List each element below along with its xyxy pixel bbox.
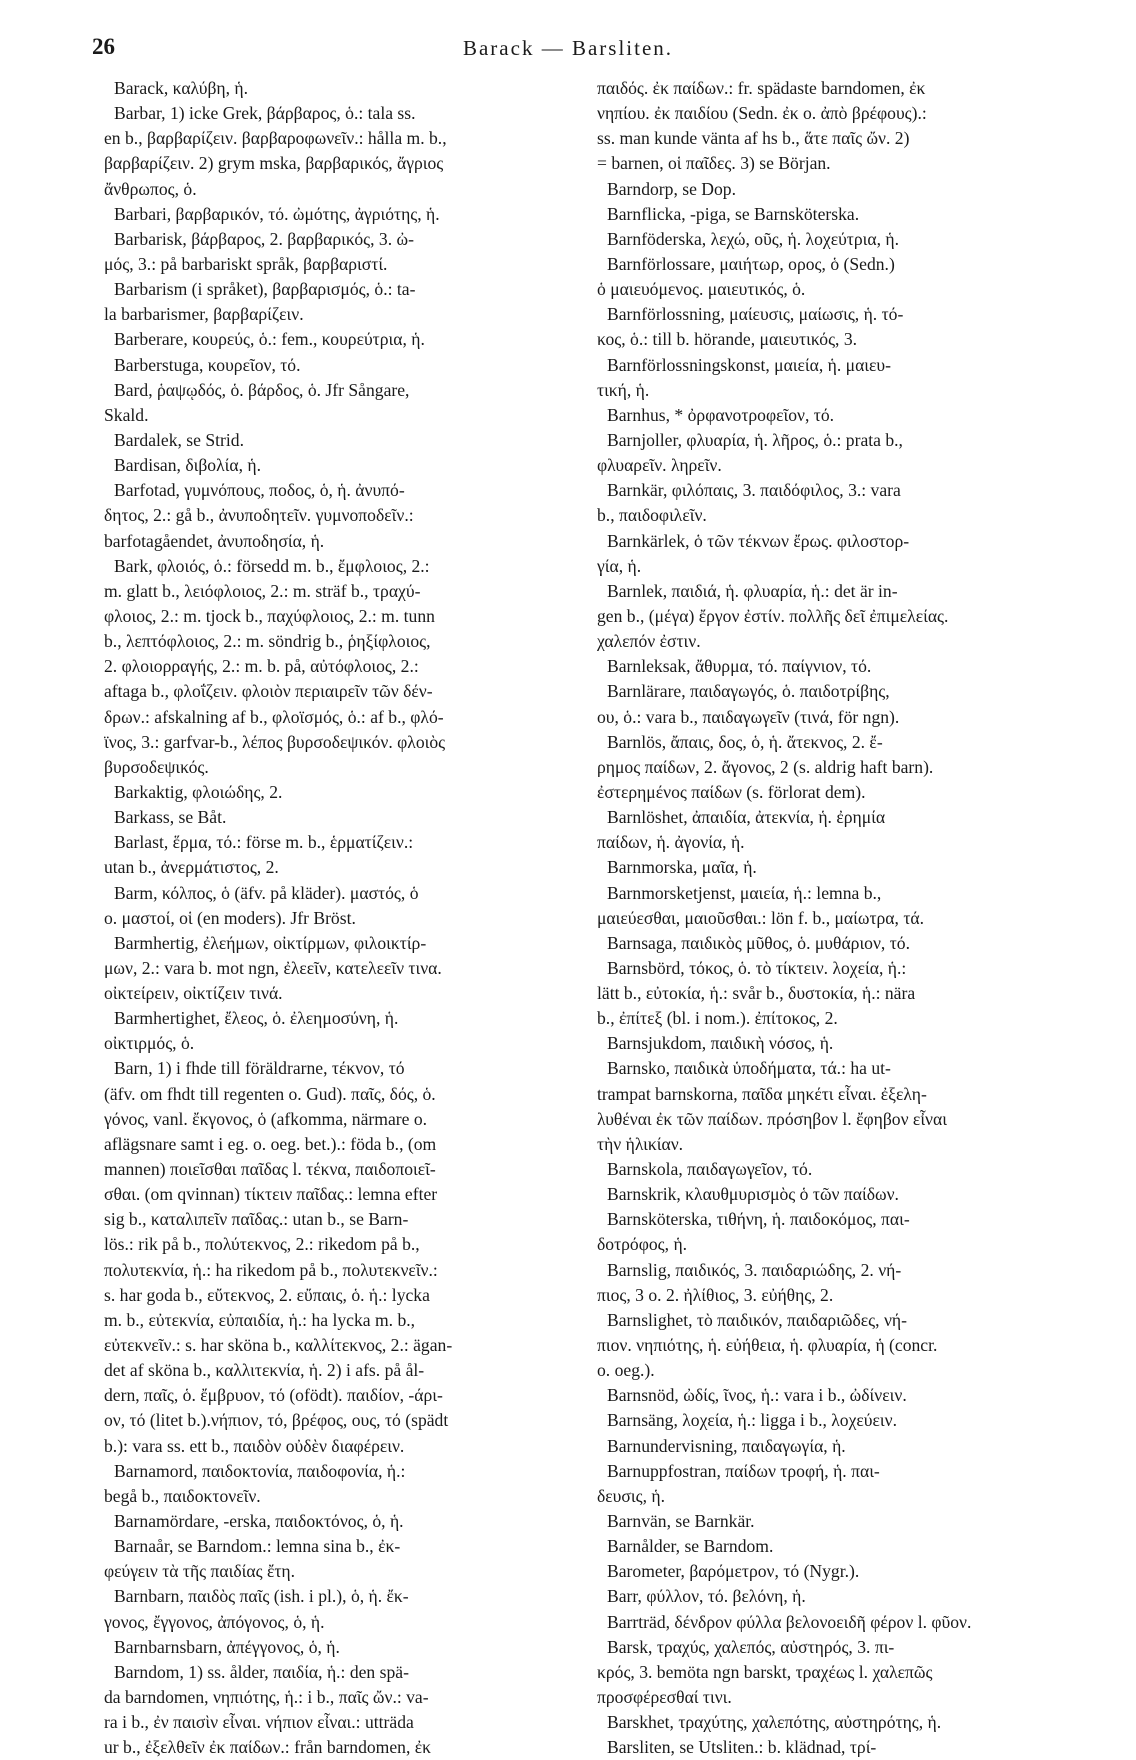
dictionary-line: Barbari, βαρβαρικόν, τό. ὠμότης, ἀγριότης, ἡ. bbox=[114, 203, 440, 224]
dictionary-line: παιδός. ἐκ παίδων.: fr. spädaste barndomen, ἐκ bbox=[597, 78, 926, 98]
dictionary-line: οἰκτείρειν, οἰκτίζειν τινά. bbox=[104, 983, 283, 1004]
dictionary-line: Barsk, τραχύς, χαλεπός, αὐστηρός, 3. πι- bbox=[607, 1636, 895, 1657]
dictionary-line: Barnmorsketjenst, μαιεία, ἡ.: lemna b., bbox=[607, 882, 882, 903]
dictionary-line: Barnsbörd, τόκος, ὁ. τὸ τίκτειν. λοχεία, ἡ.: bbox=[607, 957, 907, 978]
dictionary-line: εὐτεκνεῖν.: s. har sköna b., καλλίτεκνος, 2.: ägan- bbox=[104, 1335, 453, 1356]
dictionary-line: φλυαρεῖν. ληρεῖν. bbox=[597, 455, 722, 476]
dictionary-line: ρημος παίδων, 2. ἄγονος, 2 (s. aldrig haft barn). bbox=[597, 756, 934, 777]
dictionary-line: Bark, φλοιός, ὁ.: försedd m. b., ἔμφλοιος, 2.: bbox=[114, 555, 430, 576]
dictionary-line: da barndomen, νηπιότης, ἡ.: i b., παῖς ὤν.: va- bbox=[104, 1687, 429, 1707]
dictionary-line: δευσις, ἡ. bbox=[597, 1485, 665, 1506]
dictionary-line: Barnflicka, -piga, se Barnsköterska. bbox=[607, 203, 860, 224]
dictionary-line: Barometer, βαρόμετρον, τό (Nygr.). bbox=[607, 1561, 860, 1582]
dictionary-line: m. b., εὐτεκνία, εὐπαιδία, ἡ.: ha lycka m. b., bbox=[104, 1309, 416, 1330]
dictionary-line: o. oeg.). bbox=[597, 1360, 655, 1381]
dictionary-line: Barnsnöd, ὠδίς, ῖνος, ἡ.: vara i b., ὠδίνειν. bbox=[607, 1385, 907, 1406]
dictionary-line: μαιεύεσθαι, μαιοῦσθαι.: lön f. b., μαίωτρα, τά. bbox=[597, 907, 925, 928]
dictionary-line: πιον. νηπιότης, ἡ. εὐήθεια, ἡ. φλυαρία, ἡ (concr. bbox=[597, 1335, 938, 1356]
dictionary-line: ss. man kunde vänta af hs b., ἅτε παῖς ὤν. 2) bbox=[597, 128, 910, 149]
dictionary-line: m. glatt b., λειόφλοιος, 2.: m. sträf b., τραχύ- bbox=[104, 580, 421, 601]
dictionary-line: Barnbarn, παιδὸς παῖς (ish. i pl.), ὁ, ἡ. ἔκ- bbox=[114, 1586, 409, 1607]
dictionary-line: Barnlärare, παιδαγωγός, ὁ. παιδοτρίβης, bbox=[607, 681, 890, 702]
dictionary-line: Barberare, κουρεύς, ὁ.: fem., κουρεύτρια, ἡ. bbox=[114, 329, 425, 350]
dictionary-line: barfotagåendet, ἀνυποδησία, ἡ. bbox=[104, 530, 325, 551]
dictionary-line: Barbarism (i språket), βαρβαρισμός, ὁ.: ta- bbox=[114, 279, 416, 300]
dictionary-line: ου, ὁ.: vara b., παιδαγωγεῖν (τινά, för ngn). bbox=[597, 706, 900, 727]
dictionary-line: (äfv. om fhdt till regenten o. Gud). παῖς, δός, ὁ. bbox=[104, 1083, 436, 1104]
dictionary-line: προσφέρεσθαί τινι. bbox=[597, 1687, 732, 1707]
dictionary-line: τὴν ἡλικίαν. bbox=[597, 1133, 684, 1154]
dictionary-line: Barnamördare, -erska, παιδοκτόνος, ὁ, ἡ. bbox=[114, 1511, 404, 1532]
dictionary-line: Barnslighet, τὸ παιδικόν, παιδαριῶδες, νή- bbox=[607, 1309, 907, 1330]
dictionary-line: Barnmorska, μαῖα, ἡ. bbox=[607, 857, 757, 878]
dictionary-line: Barack, καλύβη, ἡ. bbox=[114, 78, 249, 98]
dictionary-line: Barnkärlek, ὁ τῶν τέκνων ἔρως. φιλοστορ- bbox=[607, 530, 910, 551]
dictionary-line: Barnvän, se Barnkär. bbox=[607, 1511, 755, 1532]
dictionary-line: Barn, 1) i fhde till föräldrarne, τέκνον, τό bbox=[114, 1058, 405, 1079]
dictionary-line: Barnförlossare, μαιήτωρ, ορος, ὁ (Sedn.) bbox=[607, 253, 895, 274]
dictionary-line: la barbarismer, βαρβαρίζειν. bbox=[104, 304, 304, 325]
dictionary-line: b., παιδοφιλεῖν. bbox=[597, 505, 707, 526]
dictionary-line: δητος, 2.: gå b., ἀνυποδητεῖν. γυμνοποδεῖν.: bbox=[104, 505, 414, 526]
dictionary-line: Barnsko, παιδικὰ ὑποδήματα, τά.: ha ut- bbox=[607, 1058, 891, 1079]
right-column bbox=[597, 76, 1075, 1760]
dictionary-line: Bard, ῥαψῳδός, ὁ. βάρδος, ὁ. Jfr Sångare, bbox=[114, 379, 410, 400]
dictionary-line: Barnamord, παιδοκτονία, παιδοφονία, ἡ.: bbox=[114, 1460, 406, 1481]
dictionary-line: Barbarisk, βάρβαρος, 2. βαρβαρικός, 3. ὠ- bbox=[114, 228, 414, 249]
dictionary-line: γία, ἡ. bbox=[597, 555, 642, 576]
dictionary-line: ra i b., ἐν παισὶν εἶναι. νήπιον εἶναι.: utträda bbox=[104, 1712, 414, 1733]
dictionary-line: Barndom, 1) ss. ålder, παιδία, ἡ.: den spä- bbox=[114, 1661, 409, 1682]
dictionary-line: γονος, ἔγγονος, ἀπόγονος, ὁ, ἡ. bbox=[104, 1611, 325, 1632]
dictionary-line: s. har goda b., εὔτεκνος, 2. εὔπαις, ὁ. ἡ.: lycka bbox=[104, 1284, 430, 1305]
dictionary-line: Bardisan, διβολία, ἡ. bbox=[114, 455, 261, 476]
dictionary-line: μός, 3.: på barbariskt språk, βαρβαριστί. bbox=[104, 253, 388, 274]
dictionary-line: utan b., ἀνερμάτιστος, 2. bbox=[104, 857, 279, 878]
dictionary-line: πολυτεκνία, ἡ.: ha rikedom på b., πολυτεκνεῖν.: bbox=[104, 1259, 438, 1280]
dictionary-line: Barnlös, ἄπαις, δος, ὁ, ἡ. ἄτεκνος, 2. ἔ- bbox=[607, 731, 883, 752]
dictionary-line: Barnskola, παιδαγωγεῖον, τό. bbox=[607, 1159, 813, 1180]
dictionary-line: gen b., (μέγα) ἔργον ἐστίν. πολλῆς δεῖ ἐπιμελείας. bbox=[597, 605, 949, 626]
dictionary-line: οἰκτιρμός, ὁ. bbox=[104, 1033, 195, 1054]
dictionary-line: λυθέναι ἐκ τῶν παίδων. πρόσηβον l. ἔφηβον εἶναι bbox=[597, 1108, 947, 1129]
dictionary-line: trampat barnskorna, παῖδα μηκέτι εἶναι. ἐξελη- bbox=[597, 1083, 927, 1104]
dictionary-line: Barnleksak, ἄθυρμα, τό. παίγνιον, τό. bbox=[607, 656, 872, 677]
dictionary-line: ϊνος, 3.: garfvar-b., λέπος βυρσοδεψικόν. φλοιὸς bbox=[104, 731, 446, 752]
dictionary-line: νηπίου. ἐκ παιδίου (Sedn. ἐκ o. ἀπὸ βρέφους).: bbox=[597, 103, 927, 124]
dictionary-line: κος, ὁ.: till b. hörande, μαιευτικός, 3. bbox=[597, 329, 858, 350]
dictionary-line: Barberstuga, κουρεῖον, τό. bbox=[114, 354, 301, 375]
dictionary-line: ἐστερημένος παίδων (s. förlorat dem). bbox=[597, 781, 866, 802]
dictionary-line: φλοιος, 2.: m. tjock b., παχύφλοιος, 2.: m. tunn bbox=[104, 605, 435, 626]
dictionary-line: παίδων, ἡ. ἀγονία, ἡ. bbox=[597, 832, 745, 853]
dictionary-line: Barlast, ἕρμα, τό.: förse m. b., ἑρματίζειν.: bbox=[114, 832, 414, 853]
dictionary-line: Barr, φύλλον, τό. βελόνη, ἡ. bbox=[607, 1586, 806, 1607]
dictionary-line: det af sköna b., καλλιτεκνία, ἡ. 2) i afs. på ål- bbox=[104, 1360, 425, 1381]
dictionary-line: Skald. bbox=[104, 404, 149, 425]
dictionary-line: Barndorp, se Dop. bbox=[607, 178, 736, 199]
dictionary-line: Barnuppfostran, παίδων τροφή, ἡ. παι- bbox=[607, 1460, 880, 1481]
dictionary-line: Barnålder, se Barndom. bbox=[607, 1536, 774, 1557]
dictionary-line: Barsliten, se Utsliten.: b. klädnad, τρί- bbox=[607, 1737, 877, 1758]
dictionary-line: Barm, κόλπος, ὁ (äfv. på kläder). μαστός, ὁ bbox=[114, 882, 419, 903]
dictionary-line: Barkaktig, φλοιώδης, 2. bbox=[114, 781, 283, 802]
dictionary-line: 2. φλοιορραγής, 2.: m. b. på, αὐτόφλοιος, 2.: bbox=[104, 656, 419, 677]
dictionary-line: Barnsäng, λοχεία, ἡ.: ligga i b., λοχεύειν. bbox=[607, 1410, 897, 1431]
dictionary-line: γόνος, vanl. ἔκγονος, ὁ (afkomma, närmare o. bbox=[104, 1108, 428, 1129]
dictionary-line: Barnaår, se Barndom.: lemna sina b., ἐκ- bbox=[114, 1536, 401, 1557]
left-column bbox=[104, 76, 582, 1760]
dictionary-line: Barnsköterska, τιθήνη, ἡ. παιδοκόμος, παι- bbox=[607, 1209, 910, 1230]
dictionary-line: b., ἐπίτεξ (bl. i nom.). ἐπίτοκος, 2. bbox=[597, 1008, 838, 1029]
dictionary-line: τική, ἡ. bbox=[597, 379, 650, 400]
dictionary-line: Barnlek, παιδιά, ἡ. φλυαρία, ἡ.: det är in- bbox=[607, 580, 898, 601]
dictionary-line: Barnbarnsbarn, ἀπέγγονος, ὁ, ἡ. bbox=[114, 1636, 340, 1657]
dictionary-line: = barnen, οἱ παῖδες. 3) se Början. bbox=[597, 153, 831, 174]
dictionary-line: φεύγειν τὰ τῆς παιδίας ἔτη. bbox=[104, 1561, 296, 1582]
dictionary-line: σθαι. (om qvinnan) τίκτειν παῖδας.: lemna efter bbox=[104, 1184, 438, 1205]
dictionary-line: Barnundervisning, παιδαγωγία, ἡ. bbox=[607, 1435, 846, 1456]
dictionary-line: βυρσοδεψικός. bbox=[104, 756, 209, 777]
dictionary-line: en b., βαρβαρίζειν. βαρβαροφωνεῖν.: hålla m. b., bbox=[104, 128, 447, 149]
dictionary-line: ον, τό (litet b.).νήπιον, τό, βρέφος, ους, τό (spädt bbox=[104, 1410, 449, 1431]
dictionary-line: lätt b., εὐτοκία, ἡ.: svår b., δυστοκία, ἡ.: nära bbox=[597, 983, 916, 1004]
page-number: 26 bbox=[92, 34, 115, 59]
dictionary-line: Barnkär, φιλόπαις, 3. παιδόφιλος, 3.: vara bbox=[607, 480, 901, 501]
dictionary-line: aftaga b., φλοΐζειν. φλοιὸν περιαιρεῖν τῶν δέν- bbox=[104, 681, 433, 702]
dictionary-line: ἄνθρωπος, ὁ. bbox=[104, 178, 197, 199]
dictionary-line: mannen) ποιεῖσθαι παῖδας l. τέκνα, παιδοποιεῖ- bbox=[104, 1159, 436, 1180]
dictionary-line: Barnsjukdom, παιδικὴ νόσος, ἡ. bbox=[607, 1033, 834, 1054]
dictionary-line: Barmhertig, ἐλεήμων, οἰκτίρμων, φιλοικτίρ- bbox=[114, 932, 427, 953]
dictionary-line: Barnsaga, παιδικὸς μῦθος, ὁ. μυθάριον, τό. bbox=[607, 932, 910, 953]
dictionary-line: Barkass, se Båt. bbox=[114, 807, 227, 828]
dictionary-line: βαρβαρίζειν. 2) grym mska, βαρβαρικός, ἄγριος bbox=[104, 153, 444, 174]
dictionary-line: Barnskrik, κλαυθμυρισμὸς ὁ τῶν παίδων. bbox=[607, 1184, 899, 1205]
dictionary-line: Barskhet, τραχύτης, χαλεπότης, αὐστηρότης, ἡ. bbox=[607, 1712, 942, 1733]
dictionary-line: sig b., καταλιπεῖν παῖδας.: utan b., se Barn- bbox=[104, 1209, 409, 1230]
dictionary-line: b., λεπτόφλοιος, 2.: m. söndrig b., ῥηξίφλοιος, bbox=[104, 631, 431, 652]
dictionary-line: Barrträd, δένδρον φύλλα βελονοειδῆ φέρον l. φῦον. bbox=[607, 1611, 972, 1632]
dictionary-line: lös.: rik på b., πολύτεκνος, 2.: rikedom på b., bbox=[104, 1234, 420, 1255]
dictionary-line: Barbar, 1) icke Grek, βάρβαρος, ὁ.: tala ss. bbox=[114, 103, 416, 124]
dictionary-line: Barmhertighet, ἔλεος, ὁ. ἐλεημοσύνη, ἡ. bbox=[114, 1008, 399, 1029]
dictionary-line: Barnföderska, λεχώ, οῦς, ἡ. λοχεύτρια, ἡ. bbox=[607, 228, 899, 249]
dictionary-line: χαλεπόν ἐστιν. bbox=[597, 631, 701, 652]
dictionary-line: Barnförlossningskonst, μαιεία, ἡ. μαιευ- bbox=[607, 354, 891, 375]
dictionary-line: ur b., ἐξελθεῖν ἐκ παίδων.: från barndomen, ἐκ bbox=[104, 1737, 432, 1758]
dictionary-line: aflägsnare samt i eg. o. oeg. bet.).: föda b., (om bbox=[104, 1133, 437, 1154]
dictionary-line: μων, 2.: vara b. mot ngn, ἐλεεῖν, κατελεεῖν τινα. bbox=[104, 957, 442, 978]
dictionary-line: o. μαστοί, οἱ (en moders). Jfr Bröst. bbox=[104, 907, 356, 928]
dictionary-line: δοτρόφος, ἡ. bbox=[597, 1234, 688, 1255]
dictionary-line: πιος, 3 o. 2. ἠλίθιος, 3. εὐήθης, 2. bbox=[597, 1284, 834, 1305]
dictionary-line: Barnförlossning, μαίευσις, μαίωσις, ἡ. τό- bbox=[607, 304, 904, 325]
dictionary-line: begå b., παιδοκτονεῖν. bbox=[104, 1485, 261, 1506]
dictionary-line: δρων.: afskalning af b., φλοϊσμός, ὁ.: af b., φλό- bbox=[104, 706, 444, 727]
dictionary-line: Barnslig, παιδικός, 3. παιδαριώδης, 2. νή- bbox=[607, 1259, 902, 1280]
dictionary-line: Barnlöshet, ἀπαιδία, ἀτεκνία, ἡ. ἐρημία bbox=[607, 807, 886, 828]
dictionary-line: Bardalek, se Strid. bbox=[114, 429, 244, 450]
dictionary-line: ὁ μαιευόμενος. μαιευτικός, ὁ. bbox=[597, 279, 806, 300]
dictionary-line: Barfotad, γυμνόπους, ποδος, ὁ, ἡ. ἀνυπό- bbox=[114, 480, 405, 501]
running-head: Barack — Barsliten. bbox=[462, 36, 674, 60]
dictionary-line: Barnjoller, φλυαρία, ἡ. λῆρος, ὁ.: prata b., bbox=[607, 429, 903, 450]
dictionary-line: Barnhus, * ὀρφανοτροφεῖον, τό. bbox=[607, 404, 835, 425]
dictionary-line: κρός, 3. bemöta ngn barskt, τραχέως l. χαλεπῶς bbox=[597, 1661, 933, 1682]
dictionary-line: b.): vara ss. ett b., παιδὸν οὐδὲν διαφέρειν. bbox=[104, 1435, 405, 1456]
dictionary-line: dern, παῖς, ὁ. ἔμβρυον, τό (ofödt). παιδίον, -άρι- bbox=[104, 1385, 443, 1406]
